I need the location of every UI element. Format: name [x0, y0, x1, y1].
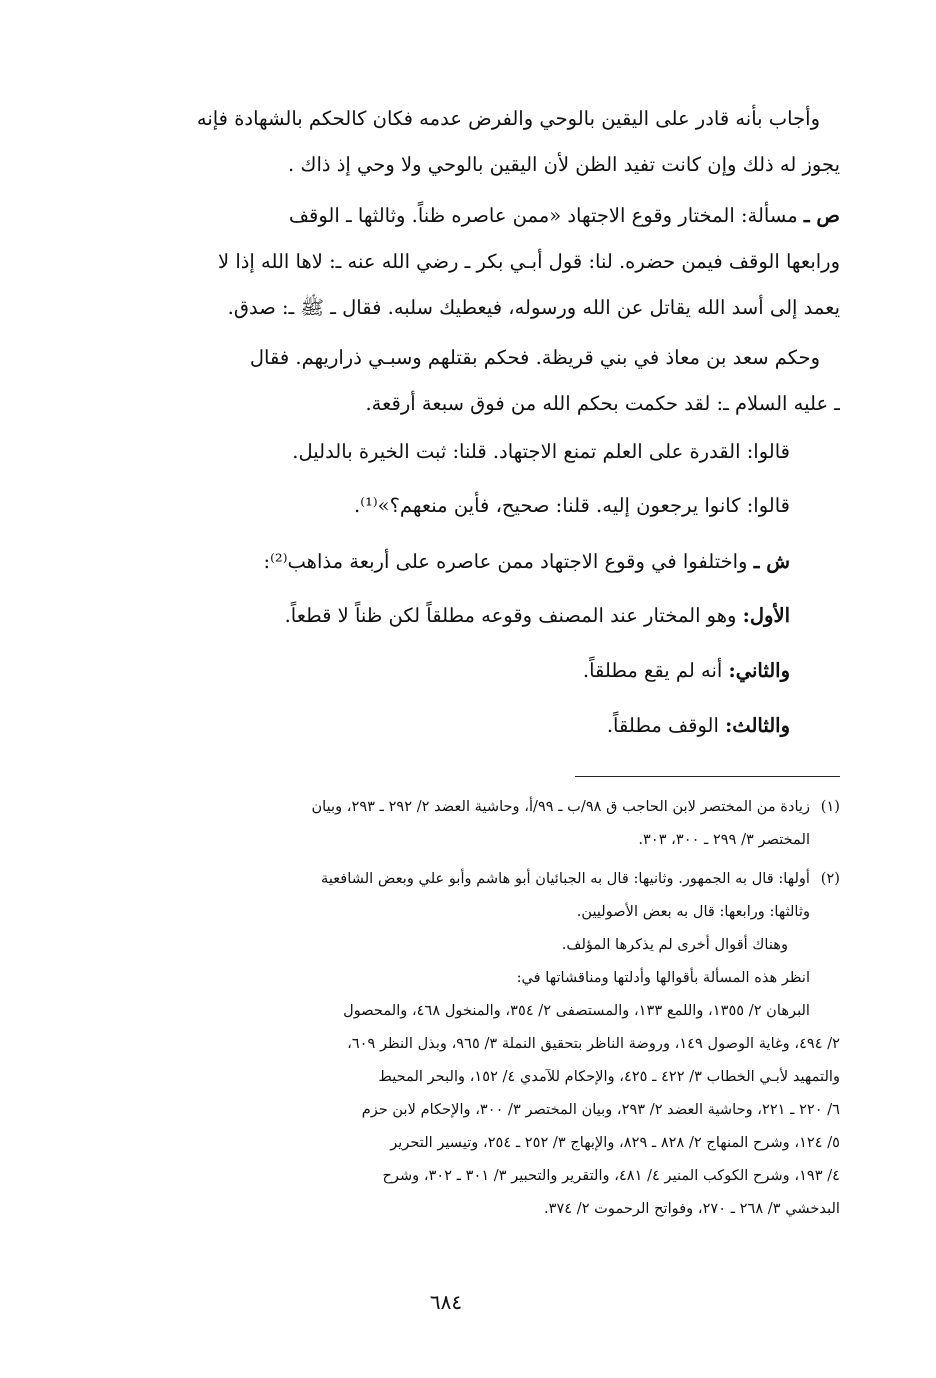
objection-2: قالوا: كانوا يرجعون إليه. قلنا: صحيح، فأين منعهم؟»⁽¹⁾. [354, 494, 790, 517]
footnote-line: المختصر ٣/ ٢٩٩ ـ ٣٠٠، ٣٠٣. [638, 831, 810, 848]
footnote-line: ٥/ ١٢٤، وشرح المنهاج ٢/ ٨٢٨ ـ ٨٢٩، والإبهاج ٣/ ٢٥٢ ـ ٢٥٤، وتيسير التحرير [390, 1134, 840, 1151]
sharh-text: واختلفوا في وقوع الاجتهاد ممن عاصره على أربعة مذاهب⁽²⁾: [263, 550, 748, 573]
footnote-line: ٢/ ٤٩٤، وغاية الوصول ١٤٩، وروضة الناظر بتحقيق النملة ٣/ ٩٦٥، وبذل النظر ٦٠٩، [347, 1035, 840, 1052]
page-number: ٦٨٤ [429, 1290, 463, 1314]
text-line: ـ عليه السلام ـ: لقد حكمت بحكم الله من فوق سبعة أرقعة. [365, 392, 840, 415]
footnote-2 [52, 862, 840, 1225]
opinion-text: الوقف مطلقاً. [606, 714, 719, 737]
footnote-line: ٤/ ١٩٣، وشرح الكوكب المنير ٤/ ٤٨١، والتقرير والتحبير ٣/ ٣٠١ ـ ٣٠٢، وشرح [382, 1167, 840, 1184]
matn-marker: ص ـ [803, 204, 840, 227]
paragraph-answer [52, 96, 840, 188]
text-line: يعمد إلى أسد الله يقاتل عن الله ورسوله، فيعطيك سلبه. فقال ـ ﷺ ـ: صدق. [227, 296, 840, 319]
footnote-number: (٢) [820, 870, 840, 887]
opinion-text: وهو المختار عند المصنف وقوعه مطلقاً لكن ظناً لا قطعاً. [284, 604, 737, 627]
footnote-line: ٦/ ٢٢٠ ـ ٢٢١، وحاشية العضد ٢/ ٢٩٣، وبيان المختصر ٣/ ٣٠٠، والإحكام لابن حزم [361, 1101, 840, 1118]
footnote-separator [575, 776, 840, 777]
footnote-line: البرهان ٢/ ١٣٥٥، واللمع ١٣٣، والمستصفى ٢/ ٣٥٤، والمنخول ٤٦٨، والمحصول [343, 1002, 810, 1019]
text-line: وحكم سعد بن معاذ في بني قريظة. فحكم بقتلهم وسبـي ذراريهم. فقال [249, 346, 820, 369]
opinion-text: أنه لم يقع مطلقاً. [582, 659, 723, 682]
paragraph-saad [52, 335, 840, 427]
footnote-line: زيادة من المختصر لابن الحاجب ق ٩٨/ب ـ ٩٩/أ، وحاشية العضد ٢/ ٢٩٢ ـ ٢٩٣، وبيان [311, 798, 810, 815]
sharh-marker: ش ـ [753, 550, 790, 573]
opinion-label: الأول: [742, 604, 790, 627]
footnote-line: انظر هذه المسألة بأقوالها وأدلتها ومناقشاتها في: [516, 969, 810, 986]
footnote-number: (١) [820, 798, 840, 815]
footnote-1 [52, 790, 840, 856]
text-line: وأجاب بأنه قادر على اليقين بالوحي والفرض عدمه فكان كالحكم بالشهادة فإنه [196, 107, 820, 130]
opinion-second [52, 659, 790, 682]
opinion-label: والثالث: [725, 714, 790, 737]
text-line: يجوز له ذلك وإن كانت تفيد الظن لأن اليقين بالوحي ولا وحي إذ ذاك . [287, 153, 840, 176]
footnote-line: وثالثها: ورابعها: قال به بعض الأصوليين. [576, 903, 810, 920]
footnote-line: وهناك أقوال أخرى لم يذكرها المؤلف. [561, 936, 788, 953]
paragraph-masala [52, 193, 840, 331]
document-page [52, 0, 840, 1378]
opinion-third [52, 714, 790, 737]
sharh-line [52, 550, 790, 573]
footnote-line: أولها: قال به الجمهور. وثانيها: قال به الجبائيان أبو هاشم وأبو علي وبعض الشافعية [321, 870, 810, 887]
footnote-line: البدخشي ٣/ ٢٦٨ ـ ٢٧٠، وفواتح الرحموت ٢/ ٣٧٤. [543, 1200, 840, 1217]
text-line [52, 193, 840, 239]
objection-1: قالوا: القدرة على العلم تمنع الاجتهاد. قلنا: ثبت الخيرة بالدليل. [292, 440, 790, 463]
text-line: ورابعها الوقف فيمن حضره. لنا: قول أبـي بكر ـ رضي الله عنه ـ: لاها الله إذا لا [218, 250, 840, 273]
footnote-line: والتمهيد لأبـي الخطاب ٣/ ٤٢٢ ـ ٤٢٥، والإحكام للآمدي ٤/ ١٥٢، والبحر المحيط [378, 1068, 840, 1085]
text-segment: مسألة: المختار وقوع الاجتهاد «ممن عاصره ظناً. وثالثها ـ الوقف [288, 204, 798, 227]
opinion-first [52, 604, 790, 627]
opinion-label: والثاني: [728, 659, 790, 682]
